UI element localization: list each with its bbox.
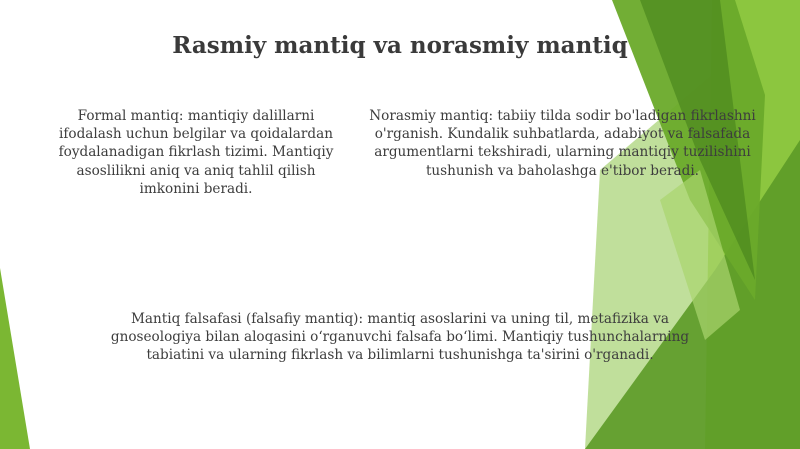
philosophy-of-logic-text: Mantiq falsafasi (falsafiy mantiq): mantiq asoslarini va uning til, metafizika va gnoseologiya bilan aloqasini o‘rganuvchi falsafa bo‘limi. Mantiqiy tushunchalarning tabiatini va ularning fikrlash va bilimlarni tushunishga ta'sirini o'rganadi.	[110, 311, 690, 364]
informal-logic-text: Norasmiy mantiq: tabiiy tilda sodir bo'ladigan fikrlashni o'rganish. Kundalik suhbatlarda, adabiyot va falsafada argumentlarni tekshiradi, ularning mantiqiy tuzilishini tushunish va baholashga e'tibor beradi.	[369, 108, 756, 179]
left-edge-shape	[0, 268, 30, 449]
slide-title: Rasmiy mantiq va norasmiy mantiq	[172, 32, 628, 59]
formal-logic-text: Formal mantiq: mantiqiy dalillarni ifodalash uchun belgilar va qoidalardan foydalanadigan fikrlash tizimi. Mantiqiy asoslilikni aniq va aniq tahlil qilish imkonini beradi.	[58, 108, 334, 197]
